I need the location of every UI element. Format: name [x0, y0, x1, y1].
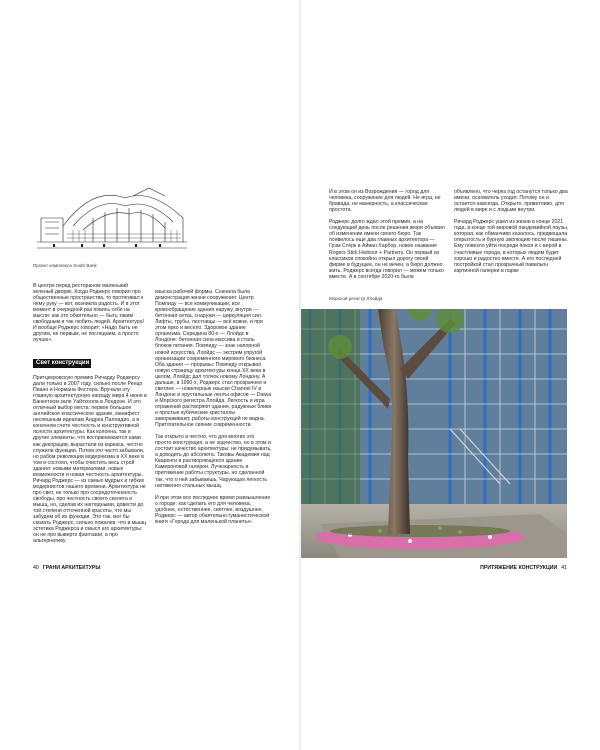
body-paragraph: Притцкеровскую премию Ричарду Роджерсу дали только в 2007 году, сильно после Ренцо Пиано и Нормана Фостера. Вручали эту главную архитектурную награду мира 4 июня в Банкетном зале Уайтхолла в Лондоне. И это отличный выбор места: первое большое английское классическое здание, манифест неспешным идеалам Андреа Палладио, а в конечном счете честность и конструктивной ясности архитектуры. Как колонна, так и другие элементы, что воспринимаются нами как декорации, вырастали из каркаса, честно служили функции. Потом это часто забывали, но рабом революции модернизма в XX веке в том и состоял, чтобы очистить весь строй здания: новыми материалами, новые возможности и новая честность архитектуры. Ричард Роджерс — из самых мудрых и гибких модернистов нашего времени. Архитектура не про свет, не только про сосредоточенность свободы, про честность своего скелета и мышц, но, сделав их наглядными, довести до той степени отточенной красоты, что мы забудем об их функции. Это так, мог бы сказать Роджерс, сильно пожалев, что в мышц эстетика Роджерса и смысл его архитектуры: он не про вывертs фантазии, а про альтернативу.: [33, 375, 147, 545]
column-text: изыска рабочей формы. Сначала была демонстрация жизни сооружения: Центр Помпиду — все коммуникации, все кровообращение здания наружу, внутри — бетонная сетка, снаружи — циркуляция сил. Лифты, трубы, лестницы — всё вовне, и при этом ярко и весело. Здоровое здание организма. Середина 80-х — Ллойдс в Лондоне: бетонная сила массива и сталь блоков питания. Помпиду — знак напорной новой искусства, Ллойдс — экстрим упругой организации современного мирового бизнеса. Оба здания — прорывы: Помпиду открывал новую страницу архитектуры конца XX века в целом, Ллойдс дал толчок новому Лондону. А дальше, в 1990-х, Роджерс стал прозрачнее и светлее — новелерные изыски Channel IV в Лондоне и хрустальные ленты офисов — Daiwa и Морского регистра Ллойда. Легкость и игра отражений растворяют здания, радужные блики и простые кубические кристаллы завораживают, работы конструкций не видна. Притягательное сияние современности. Так открыто и честно, что для многих это просто конструкция, а не зодчество, но в этом и состоит качество архитектуры: не придумывать, а доводить до абсолюта. Таковы Академия над Кваренги и растворяющееся здание Камероновой галереи. Лучезарность и притяжение работы структуры, но сделанной так, что о ней забываешь. Чарующая легкость натяжения стальных мышц. И при этом все последнее время размышление о городе: как сделать его для человека, удобнее, естественнее, светлее, воздушнее. Роджерс — автор обаятельно гуманистической книги «Города для маленькой планеты».: [155, 289, 272, 525]
page-number-right: 41: [561, 565, 567, 571]
page-number-left: 40: [33, 565, 39, 571]
section-title-right: ПРИТЯЖЕНИЕ КОНСТРУКЦИИ: [480, 565, 558, 571]
section-title-left: ГРАНИ АРХИТЕКТУРЫ: [42, 565, 101, 571]
left-col1-body: [33, 375, 147, 544]
right-col1: [329, 183, 445, 286]
left-col1-intro: [33, 283, 147, 343]
right-col2: [454, 183, 570, 280]
right-footer: [480, 565, 567, 571]
left-col2: [155, 283, 272, 531]
page-gutter: [299, 0, 301, 750]
column-text: объявлено, что через год останутся только два имени, основатель уходит. Потому он и остается навсегда. Открыто, приветливо, для людей в мире и с людьми внутри. Ричард Роджерс ушел из жизни в конце 2021 года, в конце той мировой пандемийной паузы, которая, как обманчиво казалось, предвещала открытость и бурную эволюцию после тишины. Ему повезло уйти посреди покоя и с верой в счастливые города, в которых людям будет хорошо и радостно вместе. А его последней постройкой стал прозрачный павильон картинной галереи в парке: [454, 189, 569, 274]
section-subhead: Свет конструкции: [33, 359, 91, 368]
lloyds-register-photo: [300, 309, 567, 558]
column-text: И в этом он из Возрождения — город для человека, сооружение для людей. Не игра, не бравада, не манерность, а классическая простота. Роджерс долго ждал этой премии, а на следующий день после решения жюри объявил об изменении имени своего бюро. Так появилось еще два главных архитектора — Грэм Стёрк и Айван Харбор, новое название Rogers Stirk Harbour + Partners. Он первый из классиков спокойно открыл дорогу своей фирме в будущее, он не вечен, а бюро должно жить. Роджерс всегда говорил — можем только вместе. А в сентябре 2020-го была: [329, 189, 445, 280]
sketch-caption: Проект комплекса South Bank: [33, 263, 97, 268]
left-footer: [33, 565, 100, 571]
intro-paragraph: В центре перед рестораном маленький зеленый дворик. Когда Роджерс говорил про общественные пространства, то протягивал к нему руку — вот, возникла радость. И в этот момент в очередной раз повись себя на мысли: как это обаятельно — быть таким свободным и так любить людей. Архитектура! И вообще Роджерс говорит: «Надо быть не другим, не первым, не последним, а просто лучше».: [33, 283, 145, 344]
photo-caption: Морской регистр Ллойда: [329, 296, 383, 301]
south-bank-sketch: [33, 178, 191, 258]
